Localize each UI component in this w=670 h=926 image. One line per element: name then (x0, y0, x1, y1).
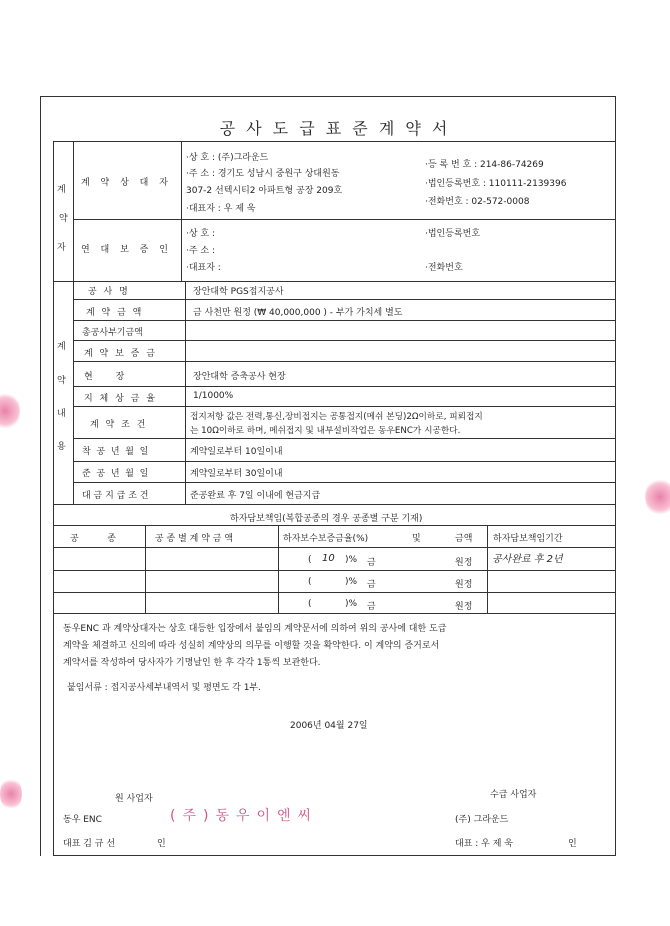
row-label-payment: 대 금 지 급 조 건 (82, 491, 149, 501)
row-label-total: 총공사부기금액 (82, 328, 143, 338)
row-line (73, 438, 615, 439)
warranty-row-open: ( (308, 577, 312, 587)
warranty-row-geum: 금 (367, 580, 376, 590)
contract-date: 2006년 04월 27일 (290, 721, 368, 731)
address-line-1: ·주 소 : 경기도 성남시 중원구 상대원동 (186, 169, 340, 179)
address-line-2: 307-2 선텍시티2 아파트형 공장 209호 (186, 186, 343, 196)
col-amount: 공 종 별 계 약 금 액 (155, 534, 234, 544)
row-label-conditions: 계 약 조 건 (90, 420, 148, 430)
content-side-label-1: 계 (57, 342, 66, 352)
left-seal-mark: 인 (157, 839, 166, 849)
row-label-start: 착 공 년 월 일 (82, 447, 149, 457)
trade-name: ·상 호 : (주)그라운드 (186, 153, 269, 163)
row-value-start: 계약일로부터 10일이내 (190, 447, 283, 457)
row-line (73, 482, 615, 483)
seal-bottom-left (0, 777, 22, 811)
warranty-row-open: ( (308, 555, 312, 565)
right-ceo: 대표 : 우 제 욱 (455, 839, 513, 849)
warranty-row-won: 원정 (455, 580, 473, 590)
frame-top (53, 141, 615, 142)
row-line (73, 320, 615, 321)
col-rate: 하자보수보증금율(%) (283, 534, 369, 544)
party-side-label-2: 약 (59, 214, 68, 224)
col-line (487, 525, 488, 613)
party-row1-label: 계 약 상 대 자 (81, 178, 172, 188)
row-line (73, 386, 615, 387)
content-side-label-4: 용 (57, 442, 66, 452)
guarantor-ceo: ·대표자 : (186, 263, 221, 273)
content-side-label-3: 내 (57, 409, 66, 419)
party-divider (73, 141, 74, 281)
warranty-period-handwritten: 공사완료 후 2년 (492, 554, 563, 565)
party-row2-label: 연 대 보 증 인 (81, 245, 172, 255)
right-party-title: 수급 사업자 (490, 790, 537, 800)
row-label-project: 공 사 명 (88, 287, 130, 297)
row-value-amount: 금 사천만 원정 (₩ 40,000,000 ) - 부가 가치세 별도 (193, 308, 403, 318)
warranty-row-pct: )% (345, 555, 358, 565)
row-value-site: 장안대학 증축공사 현장 (193, 372, 286, 382)
page-left-rule (40, 96, 41, 856)
agreement-line-1: 동우ENC 과 계약상대자는 상호 대등한 입장에서 붙임의 계약문서에 의하여 위의 공사에 대한 도급 (63, 624, 447, 634)
seal-left-margin (0, 392, 20, 430)
left-party-title: 원 사업자 (115, 794, 153, 804)
guarantor-phone: ·전화번호 (425, 263, 463, 273)
registration-number: ·등 록 번 호 : 214-86-74269 (425, 160, 544, 170)
row-label-amount: 계 약 금 액 (86, 308, 144, 318)
content-divider (73, 281, 74, 504)
party-bottom (53, 281, 615, 282)
row-label-deposit: 계 약 보 증 금 (84, 349, 157, 359)
warranty-row-won: 원정 (455, 602, 473, 612)
row-label-penalty: 지 체 상 금 율 (84, 394, 157, 404)
content-label-divider (185, 281, 186, 504)
frame-bottom (53, 855, 615, 856)
warranty-row-open: ( (308, 599, 312, 609)
col-type: 공 종 (70, 534, 116, 544)
warranty-row-pct: )% (345, 577, 358, 587)
warranty-row-won: 원정 (455, 558, 473, 568)
party-label-divider (181, 141, 182, 281)
page-title: 공 사 도 급 표 준 계 약 서 (219, 119, 451, 138)
warranty-rate-handwritten: 10 (322, 553, 335, 564)
party-side-label-3: 자 (57, 243, 66, 253)
warranty-row-geum: 금 (367, 602, 376, 612)
row-value-penalty: 1/1000% (193, 391, 234, 401)
row-value-project: 장안대학 PGS접지공사 (193, 287, 284, 297)
content-side-label-2: 약 (57, 376, 66, 386)
party-row-divider (73, 219, 615, 220)
row-label-end: 준 공 년 월 일 (82, 469, 149, 479)
row-line (73, 299, 615, 300)
row-line (73, 361, 615, 362)
col-line (278, 525, 279, 613)
row-line (53, 570, 615, 571)
row-line (53, 525, 615, 526)
row-line (53, 592, 615, 593)
row-line (53, 504, 615, 505)
corporate-number: ·법인등록번호 : 110111-2139396 (425, 179, 567, 189)
frame-right (615, 96, 616, 856)
guarantor-corp-number: ·법인등록번호 (425, 229, 481, 239)
agreement-line-3: 계약서를 작성하여 당사자가 기명날인 한 후 각각 1통씩 보관한다. (63, 658, 321, 668)
col-and: 및 (412, 534, 421, 544)
right-seal-mark: 인 (568, 839, 577, 849)
guarantor-address: ·주 소 : (186, 246, 216, 256)
row-line (73, 406, 615, 407)
row-value-payment: 준공완료 후 7일 이내에 현금지급 (190, 491, 321, 501)
guarantor-trade: ·상 호 : (186, 229, 216, 239)
row-value-conditions-1: 접지저항 값은 전력,통신,장비접지는 공통접지(메쉬 본딩)2Ω이하로, 피뢰접지 (190, 412, 483, 422)
company-stamp: (주)동우이엔씨 (170, 808, 319, 824)
right-company: (주) 그라운드 (455, 815, 509, 825)
phone-number: ·전화번호 : 02-572-0008 (425, 197, 530, 207)
row-value-conditions-2: 는 10Ω이하로 하며, 메쉬접지 및 내부설비작업은 동우ENC가 시공한다. (190, 426, 461, 436)
agreement-line-2: 계약을 체결하고 신의에 따라 성실히 계약상의 의무를 이행할 것을 확약한다. 이 계약의 증거로서 (63, 641, 440, 651)
row-line (73, 461, 615, 462)
warranty-row-geum: 금 (367, 558, 376, 568)
col-period: 하자담보책임기간 (493, 534, 563, 544)
warranty-row-pct: )% (345, 599, 358, 609)
top-rule (40, 96, 615, 97)
col-line (145, 525, 146, 613)
col-money: 금액 (455, 534, 473, 544)
left-ceo: 대표 김 규 선 (63, 839, 116, 849)
frame-left (53, 141, 54, 855)
ceo: ·대표자 : 우 제 욱 (186, 204, 256, 214)
row-label-site: 현 장 (84, 372, 125, 382)
row-value-end: 계약일로부터 30일이내 (190, 469, 283, 479)
row-line (73, 340, 615, 341)
seal-right-margin (645, 478, 670, 516)
left-company: 동우 ENC (63, 815, 102, 825)
row-line (53, 547, 615, 548)
warranty-heading: 하자담보책임(복합공종의 경우 공종별 구분 기재) (230, 514, 423, 524)
party-side-label-1: 계 (57, 185, 66, 195)
attachment-note: 붙임서류 : 접지공사세부내역서 및 평면도 각 1부. (67, 683, 261, 693)
row-line (53, 613, 615, 614)
